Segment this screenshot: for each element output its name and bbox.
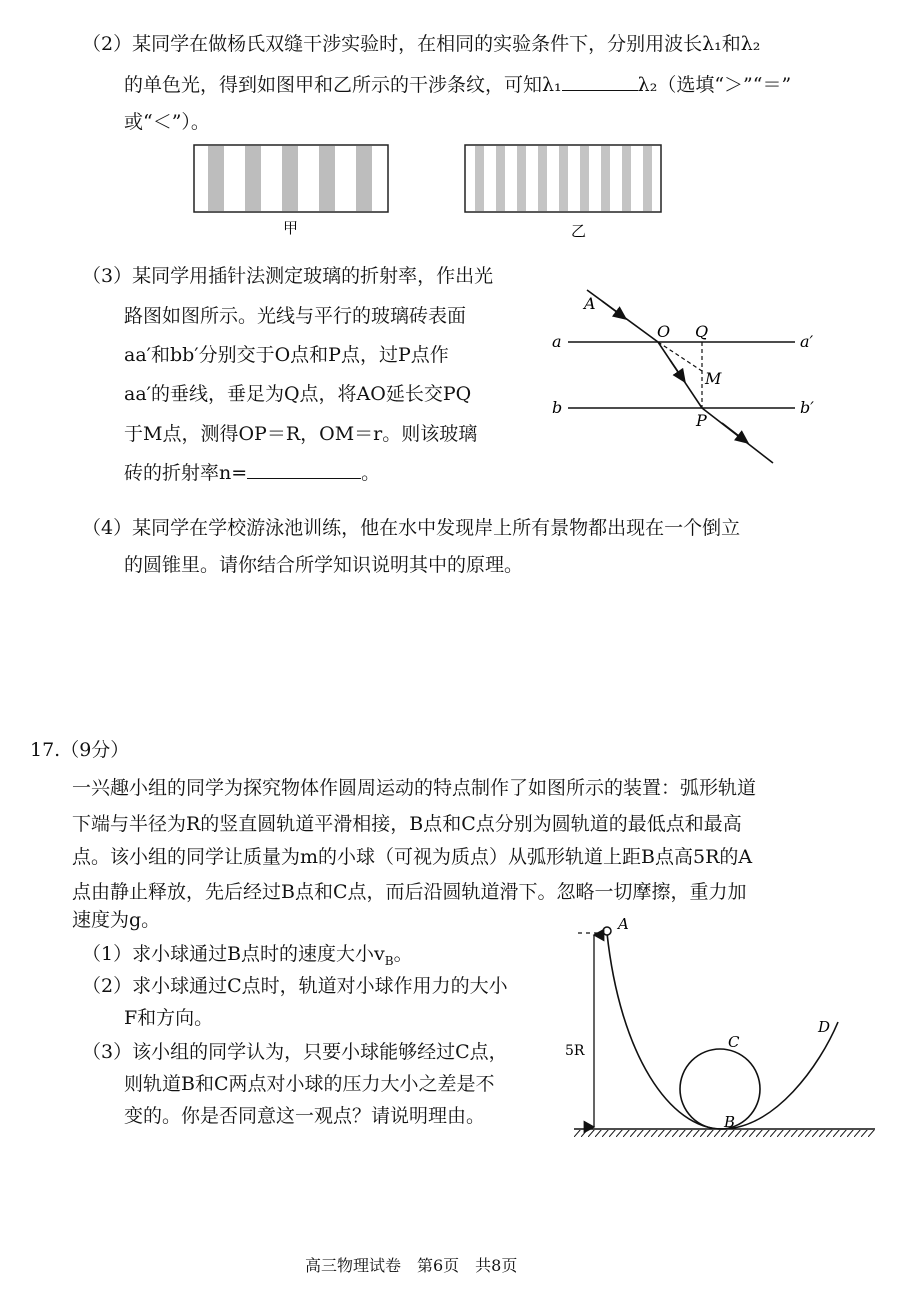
ground-hatch <box>574 1130 875 1137</box>
q16-4-line1: （4）某同学在学校游泳池训练，他在水中发现岸上所有景物都出现在一个倒立 <box>82 517 741 539</box>
q17-line2: 下端与半径为R的竖直圆轨道平滑相接，B点和C点分别为圆轨道的最低点和最高 <box>72 813 742 835</box>
label-Q: Q <box>695 322 709 341</box>
track-label-C: C <box>728 1033 740 1051</box>
refraction-diagram <box>540 280 840 480</box>
label-A: A <box>584 294 596 313</box>
fig-label-jia: 甲 <box>283 219 299 237</box>
label-a: a <box>552 332 562 351</box>
ball-icon <box>603 927 611 935</box>
q16-3-line6-post: 。 <box>361 462 381 484</box>
q17-sub2-line1: （2）求小球通过C点时，轨道对小球作用力的大小 <box>82 975 508 997</box>
circular-loop <box>680 1049 760 1129</box>
q17-sub1-end: 。 <box>393 943 413 965</box>
q17-header: 17.（9分） <box>30 739 130 761</box>
extension-om-dashed <box>658 342 702 371</box>
track-label-B: B <box>724 1113 736 1131</box>
track-label-A: A <box>618 915 629 933</box>
q17-sub3-line2: 则轨道B和C两点对小球的压力大小之差是不 <box>124 1073 495 1095</box>
track-label-D: D <box>818 1018 831 1036</box>
q16-3-line1: （3）某同学用插针法测定玻璃的折射率，作出光 <box>82 265 494 287</box>
q16-2-line1: （2）某同学在做杨氏双缝干涉实验时，在相同的实验条件下，分别用波长λ₁和λ₂ <box>82 33 761 55</box>
label-b: b <box>552 398 563 417</box>
track-diagram <box>560 905 890 1145</box>
q17-sub1-text: （1）求小球通过B点时的速度大小v <box>82 943 385 965</box>
q16-3-line5: 于M点，测得OP＝R，OM＝r。则该玻璃 <box>124 423 478 445</box>
q17-line4: 点由静止释放，先后经过B点和C点，而后沿圆轨道滑下。忽略一切摩擦，重力加 <box>72 881 747 903</box>
interference-figures <box>0 0 900 250</box>
label-M: M <box>705 369 722 388</box>
q16-3-line6 <box>124 458 380 487</box>
q16-2-line3: 或“＜”）。 <box>124 111 210 133</box>
q16-2-line2-post: λ₂（选填“＞”“＝” <box>637 74 792 96</box>
answer-blank-refractive-index[interactable] <box>247 458 361 479</box>
q17-sub2-line2: F和方向。 <box>124 1007 214 1029</box>
q17-sub3-line3: 变的。你是否同意这一观点？请说明理由。 <box>124 1105 486 1127</box>
q16-3-line4: aa′的垂线，垂足为Q点，将AO延长交PQ <box>124 383 472 405</box>
q17-sub1-subscript: B <box>384 953 394 968</box>
q17-line5: 速度为g。 <box>72 909 161 931</box>
q17-line3: 点。该小组的同学让质量为m的小球（可视为质点）从弧形轨道上距B点高5R的A <box>72 846 753 868</box>
fig-label-yi: 乙 <box>571 222 587 240</box>
page-footer: 高三物理试卷 第6页 共8页 <box>305 1256 518 1275</box>
q16-3-line6-pre: 砖的折射率n= <box>124 462 248 484</box>
label-P: P <box>696 411 707 430</box>
fringe-pattern-yi <box>465 145 661 212</box>
track-label-height: 5R <box>565 1043 585 1059</box>
q16-4-line2: 的圆锥里。请你结合所学知识说明其中的原理。 <box>124 554 524 576</box>
label-O: O <box>657 322 671 341</box>
q17-line1: 一兴趣小组的同学为探究物体作圆周运动的特点制作了如图所示的装置：弧形轨道 <box>72 777 757 799</box>
q16-3-line2: 路图如图所示。光线与平行的玻璃砖表面 <box>124 305 467 327</box>
label-a-prime: a′ <box>800 332 814 351</box>
q16-2-line2-pre: 的单色光，得到如图甲和乙所示的干涉条纹，可知λ₁ <box>124 74 562 96</box>
arc-track <box>607 933 838 1129</box>
q17-sub3-line1: （3）该小组的同学认为，只要小球能够经过C点， <box>82 1041 508 1063</box>
q16-3-line3: aa′和bb′分别交于O点和P点，过P点作 <box>124 344 449 366</box>
q17-sub1 <box>82 940 413 975</box>
fringe-pattern-jia <box>194 145 388 212</box>
label-b-prime: b′ <box>800 398 814 417</box>
